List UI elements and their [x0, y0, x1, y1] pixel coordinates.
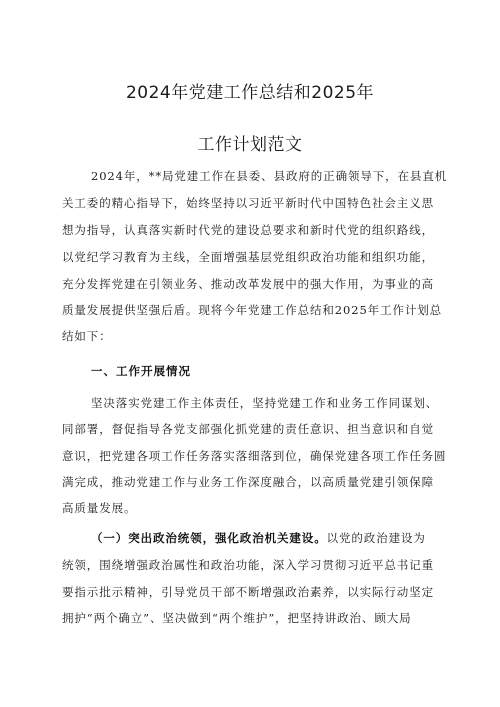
subsection1-line: 拥护“两个确立”、坚决做到“两个维护”，把坚持讲政治、顾大局 — [62, 611, 412, 625]
subsection1-line: 要指示批示精神，引导党员干部不断增强政治素养，以实际行动坚定 — [62, 585, 434, 599]
subsection1-line: 统领，围绕增强政治属性和政治功能，深入学习贯彻习近平总书记重 — [62, 558, 434, 572]
intro-line: 充分发挥党建在引领业务、推动改革发展中的强大作用，为事业的高 — [62, 277, 434, 291]
intro-line: 2024年，**局党建工作在县委、县政府的正确领导下，在县直机 — [91, 169, 448, 183]
section1-line: 同部署，督促指导各党支部强化抓党建的责任意识、担当意识和自觉 — [62, 422, 434, 436]
subsection1-text: 以党的政治建设为 — [326, 531, 426, 545]
intro-line: 关工委的精心指导下，始终坚持以习近平新时代中国特色社会主义思 — [62, 196, 434, 210]
intro-line: 结如下： — [62, 329, 112, 343]
section1-line: 坚决落实党建工作主体责任，坚持党建工作和业务工作同谋划、 — [91, 396, 439, 410]
subsection-heading: （一）突出政治统领，强化政治机关建设。 — [91, 531, 327, 545]
intro-line: 质量发展提供坚强后盾。现将今年党建工作总结和2025年工作计划总 — [62, 303, 443, 317]
subsection1-first-line — [91, 530, 440, 546]
document-title-line-1: 2024年党建工作总结和2025年 — [125, 83, 375, 103]
intro-line: 想为指导，认真落实新时代党的建设总要求和新时代党的组织路线， — [62, 223, 434, 237]
section-heading: 一、工作开展情况 — [91, 364, 191, 378]
intro-line: 以党纪学习教育为主线，全面增强基层党组织政治功能和组织功能， — [62, 250, 434, 264]
section1-line: 意识，把党建各项工作任务落实落细落到位，确保党建各项工作任务圆 — [62, 449, 447, 463]
section1-line: 满完成，推动党建工作与业务工作深度融合，以高质量党建引领保障 — [62, 475, 434, 489]
document-title-line-2: 工作计划范文 — [197, 135, 303, 155]
section1-line: 高质量发展。 — [62, 501, 137, 515]
